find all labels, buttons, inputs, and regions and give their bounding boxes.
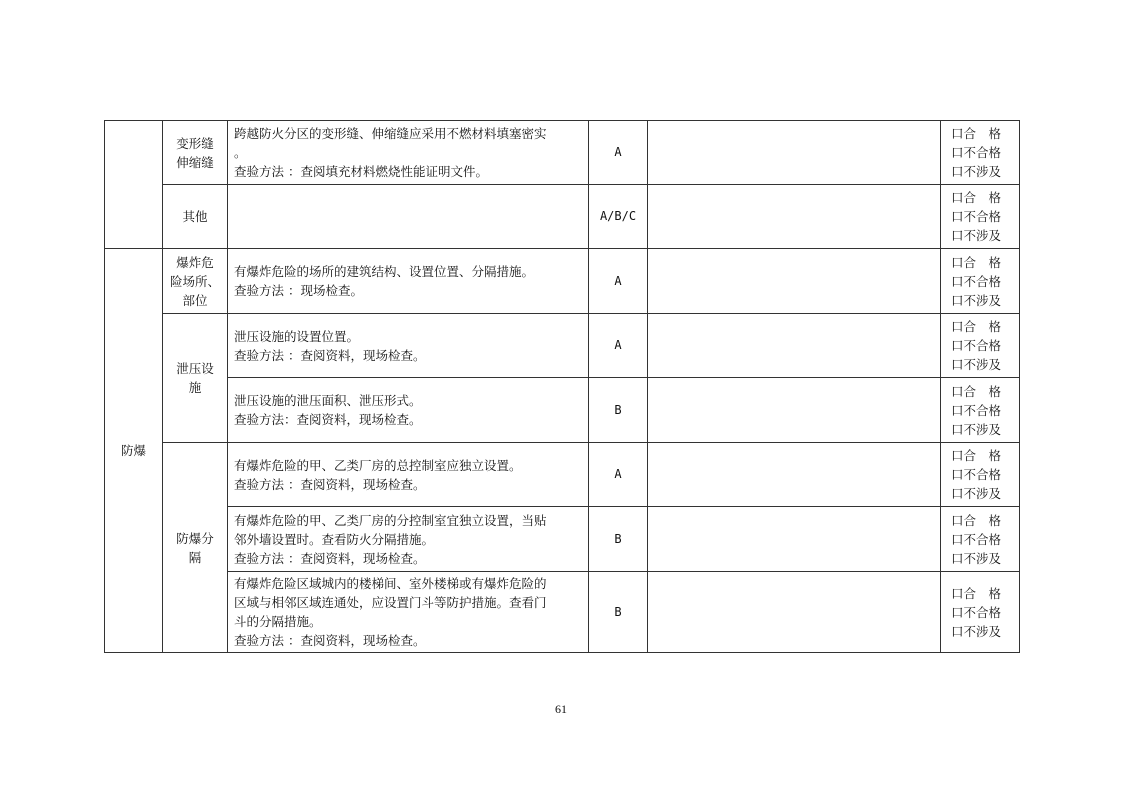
result-option-fail[interactable]: 口不合格	[951, 338, 1002, 353]
content-cell	[228, 249, 589, 314]
content-line: 查验方法 ：现场检查。	[234, 283, 363, 298]
table-row	[105, 572, 1020, 653]
result-option-fail[interactable]: 口不合格	[951, 402, 1002, 418]
content-line: 跨越防火分区的变形缝、伸缩缝应采用不燃材料填塞密实	[234, 126, 547, 141]
content-cell	[228, 185, 589, 249]
grade-cell: B	[589, 572, 648, 653]
result-options-cell	[941, 249, 1020, 314]
page-number: 61	[555, 702, 567, 716]
table-row	[105, 185, 1020, 249]
result-option-fail[interactable]: 口不合格	[951, 467, 1002, 482]
content-cell	[228, 443, 589, 507]
table-row	[105, 314, 1020, 378]
table-row	[105, 249, 1020, 314]
content-line: 有爆炸危险的场所的建筑结构、设置位置、分隔措施。	[234, 264, 535, 279]
content-cell	[228, 507, 589, 572]
item-label: 防爆分	[176, 530, 214, 546]
result-option-pass[interactable]: 口合 格	[951, 448, 1002, 463]
table-row	[105, 121, 1020, 185]
item-cell	[163, 249, 228, 314]
content-line: 区域与相邻区域连通处，应设置门斗等防护措施。查看门	[234, 595, 547, 610]
content-line: 。	[234, 145, 247, 160]
content-line: 有爆炸危险的甲、乙类厂房的总控制室应独立设置。	[234, 457, 522, 473]
result-option-na[interactable]: 口不涉及	[951, 623, 1002, 639]
result-option-pass[interactable]: 口合 格	[951, 254, 1002, 270]
item-cell	[163, 121, 228, 185]
content-line: 泄压设施的泄压面积、泄压形式。	[234, 393, 422, 408]
content-line: 泄压设施的设置位置。	[234, 328, 360, 344]
content-line: 查验方法 ：查阅资料，现场检查。	[234, 347, 426, 363]
result-options-cell	[941, 121, 1020, 185]
result-option-fail[interactable]: 口不合格	[951, 531, 1002, 547]
item-cell	[163, 314, 228, 443]
item-label: 施	[188, 380, 202, 395]
result-options-cell	[941, 378, 1020, 443]
remark-cell[interactable]	[648, 314, 941, 378]
grade-cell: A	[589, 249, 648, 314]
item-label: 变形缝	[176, 135, 214, 151]
result-option-na[interactable]: 口不涉及	[951, 164, 1002, 179]
grade-cell: A	[589, 314, 648, 378]
result-option-fail[interactable]: 口不合格	[951, 604, 1002, 620]
result-options-cell	[941, 507, 1020, 572]
result-options-cell	[941, 443, 1020, 507]
remark-cell[interactable]	[648, 572, 941, 653]
grade-cell: A/B/C	[589, 185, 648, 249]
result-option-pass[interactable]: 口合 格	[951, 190, 1002, 205]
item-cell	[163, 185, 228, 249]
content-line: 斗的分隔措施。	[234, 614, 322, 629]
content-cell	[228, 121, 589, 185]
result-option-pass[interactable]: 口合 格	[951, 512, 1002, 528]
result-option-pass[interactable]: 口合 格	[951, 383, 1002, 399]
result-option-na[interactable]: 口不涉及	[951, 486, 1002, 501]
content-cell	[228, 378, 589, 443]
content-line: 有爆炸危险区域城内的楼梯间、室外楼梯或有爆炸危险的	[234, 576, 547, 591]
remark-cell[interactable]	[648, 249, 941, 314]
grade-cell: A	[589, 443, 648, 507]
content-cell	[228, 314, 589, 378]
result-option-pass[interactable]: 口合 格	[951, 319, 1002, 334]
item-label: 部位	[182, 292, 208, 308]
result-option-pass[interactable]: 口合 格	[951, 126, 1002, 141]
grade-cell: A	[589, 121, 648, 185]
result-option-na[interactable]: 口不涉及	[951, 357, 1002, 372]
remark-cell[interactable]	[648, 378, 941, 443]
content-line: 查验方法 ：查阅资料，现场检查。	[234, 633, 426, 648]
result-option-fail[interactable]: 口不合格	[951, 273, 1002, 289]
grade-cell: B	[589, 507, 648, 572]
result-option-fail[interactable]: 口不合格	[951, 209, 1002, 224]
item-label: 其他	[182, 209, 208, 224]
remark-cell[interactable]	[648, 443, 941, 507]
remark-cell[interactable]	[648, 185, 941, 249]
content-line: 查验方法 ：查阅填充材料燃烧性能证明文件。	[234, 164, 488, 179]
content-cell	[228, 572, 589, 653]
category-cell: 防爆	[105, 249, 163, 653]
content-line: 邻外墙设置时。查看防火分隔措施。	[234, 531, 435, 547]
result-options-cell	[941, 185, 1020, 249]
content-line: 有爆炸危险的甲、乙类厂房的分控制室宜独立设置，当贴	[234, 512, 547, 528]
item-label: 泄压设	[176, 361, 214, 376]
result-option-fail[interactable]: 口不合格	[951, 145, 1002, 160]
table-row	[105, 378, 1020, 443]
content-line: 查验方法 ：查阅资料，现场检查。	[234, 550, 426, 566]
result-option-na[interactable]: 口不涉及	[951, 228, 1002, 243]
remark-cell[interactable]	[648, 507, 941, 572]
item-label: 伸缩缝	[176, 154, 214, 170]
result-option-na[interactable]: 口不涉及	[951, 292, 1002, 308]
result-options-cell	[941, 314, 1020, 378]
category-cell	[105, 121, 163, 249]
inspection-table	[104, 120, 1020, 653]
result-option-na[interactable]: 口不涉及	[951, 421, 1002, 437]
content-line: 查验方法 ：查阅资料，现场检查。	[234, 476, 426, 492]
item-label: 险场所、	[169, 273, 220, 289]
item-label: 隔	[188, 549, 202, 565]
item-label: 爆炸危	[176, 254, 214, 270]
result-options-cell	[941, 572, 1020, 653]
grade-cell: B	[589, 378, 648, 443]
item-cell	[163, 443, 228, 653]
content-line: 查验方法：查阅资料，现场检查。	[234, 412, 422, 427]
table-row	[105, 443, 1020, 507]
result-option-pass[interactable]: 口合 格	[951, 585, 1002, 601]
result-option-na[interactable]: 口不涉及	[951, 550, 1002, 566]
remark-cell[interactable]	[648, 121, 941, 185]
table-row	[105, 507, 1020, 572]
